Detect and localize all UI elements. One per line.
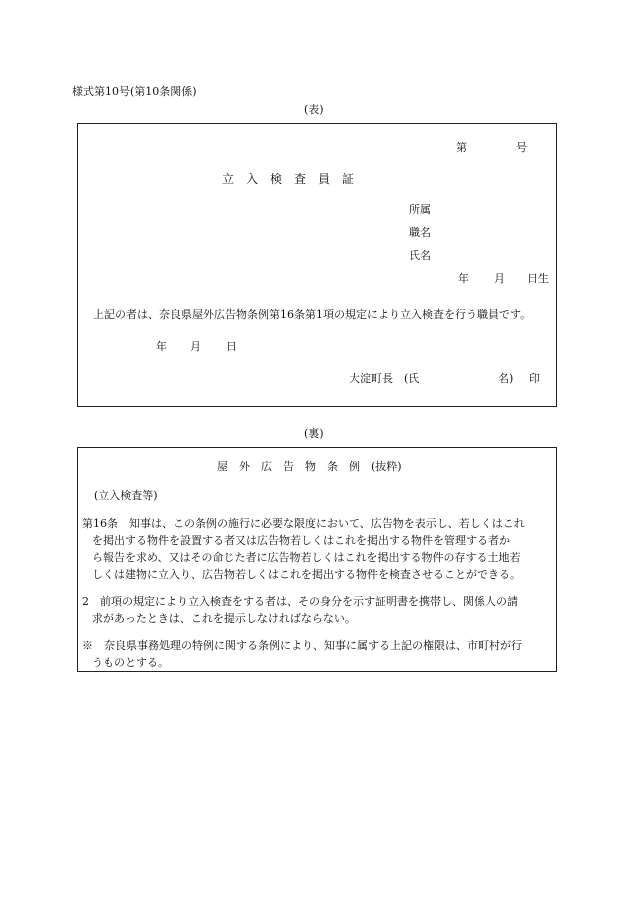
number-prefix: 第 <box>456 141 467 154</box>
article-16-line: しくは建物に立入り、広告物若しくはこれを掲出する物件を検査させることができる。 <box>92 568 521 581</box>
paragraph-2-line: 求があったときは、これを提示しなければならない。 <box>92 612 356 625</box>
front-side-label: (表) <box>304 103 324 116</box>
issue-month-label: 月 <box>190 340 201 353</box>
number-suffix: 号 <box>516 141 527 154</box>
card-statement: 上記の者は、奈良県屋外広告物条例第16条第1項の規定により立入検査を行う職員です。 <box>93 308 532 321</box>
paragraph-2-text <box>82 593 552 627</box>
card-title: 立 入 検 査 員 証 <box>222 172 355 186</box>
issue-day-label: 日 <box>226 340 237 353</box>
back-side-label: (裏) <box>304 427 324 440</box>
issuer-title: 大淀町長 <box>349 372 393 385</box>
form-number-label: 様式第10号(第10条関係) <box>72 85 197 98</box>
article-16-line: 第16条 知事は、この条例の施行に必要な限度において、広告物を表示し、若しくはこれ <box>82 517 525 530</box>
ordinance-subheading: (立入検査等) <box>94 489 158 502</box>
inspector-id-card-front <box>77 123 557 407</box>
issue-year-label: 年 <box>156 340 167 353</box>
ordinance-title: 屋 外 広 告 物 条 例 (抜粋) <box>217 460 402 473</box>
birth-day-label: 日生 <box>527 272 549 285</box>
delegation-note-line: うものとする。 <box>92 656 169 669</box>
birth-year-label: 年 <box>458 272 469 285</box>
field-position-label: 職名 <box>409 226 431 239</box>
field-affiliation-label: 所属 <box>409 203 431 216</box>
delegation-note-line: ※ 奈良県事務処理の特例に関する条例により、知事に属する上記の権限は、市町村が行 <box>82 639 522 652</box>
article-16-line: を掲出する物件を設置する者又は広告物若しくはこれを掲出する物件を管理する者か <box>92 534 510 547</box>
paragraph-2-line: 2 前項の規定により立入検査をする者は、その身分を示す証明書を携帯し、関係人の請 <box>82 595 518 608</box>
seal-label: 印 <box>529 372 540 385</box>
birth-month-label: 月 <box>494 272 505 285</box>
field-name-label: 氏名 <box>409 249 431 262</box>
article-16-text <box>82 515 552 583</box>
issuer-name-open: (氏 <box>404 372 420 385</box>
delegation-note <box>82 637 552 671</box>
article-16-line: ら報告を求め、又はその命じた者に広告物若しくはこれを掲出する物件の存する土地若 <box>92 551 521 564</box>
issuer-name-close: 名) <box>498 372 514 385</box>
